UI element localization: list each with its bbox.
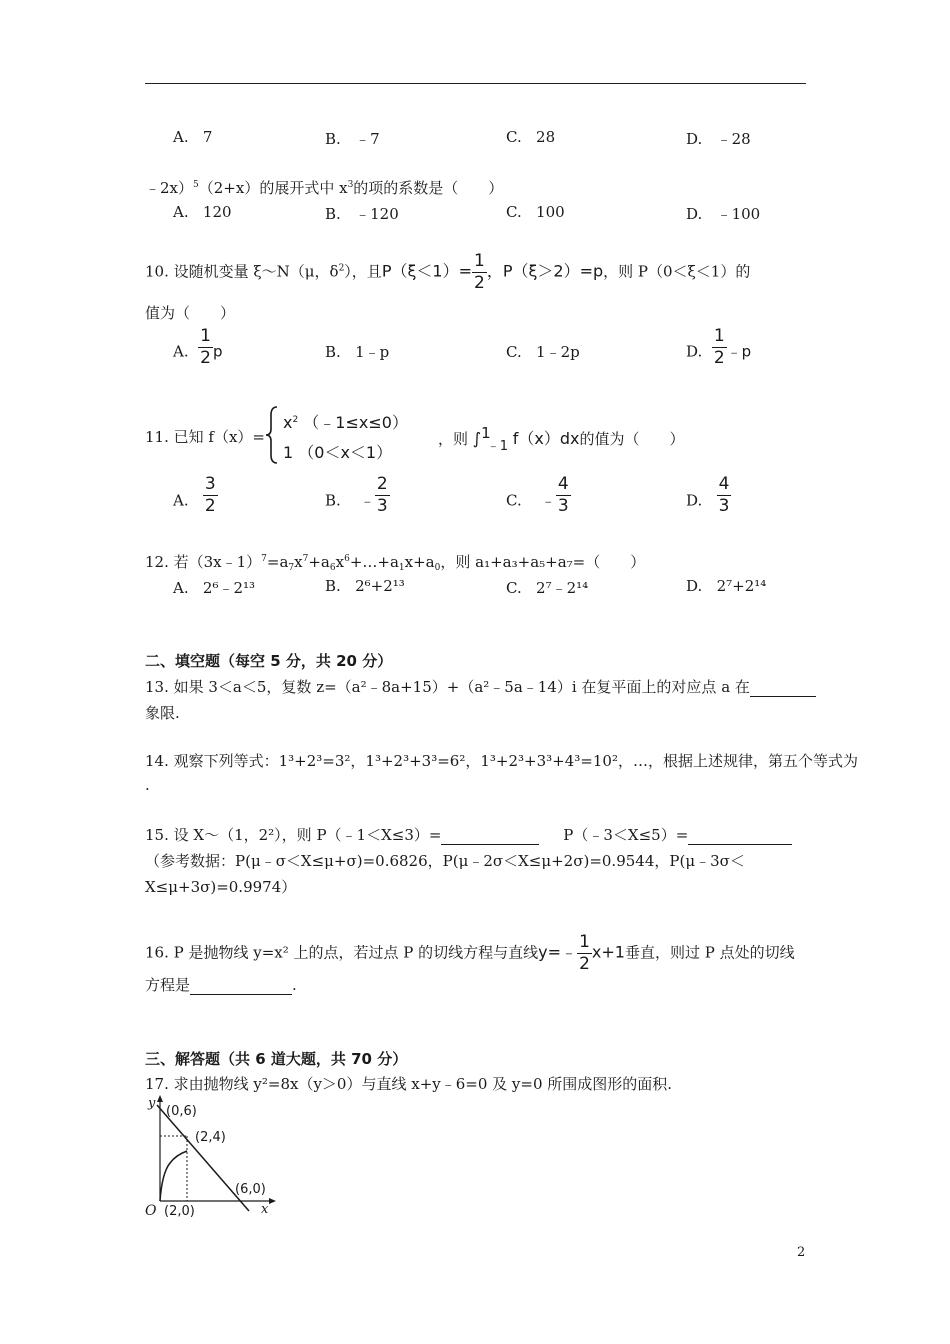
q13-line2: 象限. [145, 704, 180, 722]
q8-option-b: B. ﹣7 [325, 130, 380, 148]
q10-options [173, 326, 813, 372]
q11-piecewise [265, 405, 455, 465]
q15-line3: X≤μ+3σ)=0.9974） [145, 878, 297, 896]
q9-stem: ﹣2x）$^5$（2+x）的展开式中 $x^3$的项的系数是（ ） [145, 179, 504, 197]
q8-option-a: A. 7 [173, 128, 213, 146]
q15-line2: （参考数据：P(μ﹣σ＜X≤μ+σ)=0.6826，P(μ﹣2σ＜X≤μ+2σ)=0.9544，P(μ﹣3σ＜ [145, 852, 745, 870]
q9-option-c: C. 100 [506, 203, 565, 221]
q11-case-2: 1 （0＜x＜1） [283, 443, 393, 462]
q8-option-d: D. ﹣28 [686, 130, 751, 148]
q16-fraction: $\frac{1}{2}$ [579, 932, 590, 974]
q14-line2: . [145, 776, 150, 794]
q9-option-a: A. 120 [173, 203, 232, 221]
q8-option-c: C. 28 [506, 128, 556, 146]
q11-option-d: D. $\frac{4}{3}$ [686, 474, 730, 516]
svg-text:O: O [145, 1203, 157, 1218]
integral-sign: ∫ [472, 429, 482, 448]
left-brace-icon [265, 405, 279, 465]
q10-option-b: B. 1﹣p [325, 343, 390, 361]
svg-text:(2,4): (2,4) [195, 1130, 226, 1145]
q12-option-a: A. 2⁶﹣2¹³ [173, 579, 256, 597]
q13-line1: 13. 如果 3＜a＜5，复数 z=（a²﹣8a+15）+（a²﹣5a﹣14）i 在复平面上的对应点 a 在 [145, 676, 816, 697]
q12-option-d: D. 2⁷+2¹⁴ [686, 577, 767, 595]
q10-option-c: C. 1﹣2p [506, 343, 580, 361]
section-2-title: 二、填空题（每空 5 分，共 20 分） [145, 652, 393, 670]
q15-answer-blank-1[interactable] [441, 844, 539, 845]
svg-text:(0,6): (0,6) [166, 1104, 197, 1119]
svg-text:(6,0): (6,0) [235, 1182, 266, 1197]
q12-option-b: B. 2⁶+2¹³ [325, 577, 405, 595]
q10-fraction: $\frac{1}{2}$ [473, 251, 485, 293]
page-number: 2 [797, 1245, 806, 1260]
parabola-curve [160, 1151, 187, 1201]
q15-answer-blank-2[interactable] [688, 844, 792, 845]
section-3-title: 三、解答题（共 6 道大题，共 70 分） [145, 1050, 408, 1068]
q12-stem: 12. 若$(3x﹣1)^7=a_7x^7+a_6x^6+\dots+a_1x+a_0$，则 a₁+a₃+a₅+a₇=（ ） [145, 553, 646, 573]
q17-graph [140, 1093, 290, 1218]
q12-option-c: C. 2⁷﹣2¹⁴ [506, 579, 589, 597]
q8-options [173, 128, 813, 154]
q11-option-a: A. $\frac{3}{2}$ [173, 474, 216, 516]
q10-option-d: D. $\frac{1}{2}$ ﹣p [686, 326, 752, 368]
q17-stem: 17. 求由抛物线 y²=8x（y＞0）与直线 x+y﹣6=0 及 y=0 所围成图形的面积. [145, 1075, 673, 1093]
q10-stem: 10. 设随机变量 ξ～N（μ，$\delta^2$），且P（ξ＜1）= $\frac{1}{2}$ ，P（ξ＞2）=p，则 P（0＜ξ＜1）的 [145, 251, 751, 293]
q9-option-b: B. ﹣120 [325, 205, 399, 223]
svg-text:y: y [148, 1096, 156, 1111]
q10-stem-line2: 值为（ ） [145, 304, 236, 322]
q9-option-d: D. ﹣100 [686, 205, 761, 223]
q9-options [173, 203, 813, 229]
q11-stem-lead: 11. 已知 f（x）= [145, 428, 265, 446]
q11-option-b: B. ﹣ $\frac{2}{3}$ [325, 474, 388, 516]
q16-line2: 方程是 . [145, 976, 297, 994]
q11-stem-tail: ，则 ∫1﹣1 f（x）dx的值为（ ） [438, 424, 685, 454]
q15-line1: 15. 设 X～（1，2²），则 P（﹣1＜X≤3）= P（﹣3＜X≤5）= [145, 824, 792, 845]
svg-text:x: x [261, 1202, 269, 1217]
q12-options [173, 577, 813, 603]
q11-option-c: C. ﹣ $\frac{4}{3}$ [506, 474, 569, 516]
q11-case-1: $x^2$ （﹣1≤x≤0） [283, 413, 408, 432]
header-rule [145, 83, 806, 84]
q13-answer-blank[interactable] [750, 696, 816, 697]
q11-options [173, 474, 813, 522]
q16-line1: 16. P 是抛物线 y=x² 上的点，若过点 P 的切线方程与直线y=﹣ $\frac{1}{2}$ x+1垂直，则过 P 点处的切线 [145, 932, 795, 974]
q14-line1: 14. 观察下列等式：1³+2³=3²，1³+2³+3³=6²，1³+2³+3³+4³=10²，…，根据上述规律，第五个等式为 [145, 752, 858, 770]
q10-option-a: A. $\frac{1}{2}$ p [173, 326, 223, 368]
q16-answer-blank[interactable] [190, 994, 292, 995]
svg-text:(2,0): (2,0) [164, 1204, 195, 1218]
